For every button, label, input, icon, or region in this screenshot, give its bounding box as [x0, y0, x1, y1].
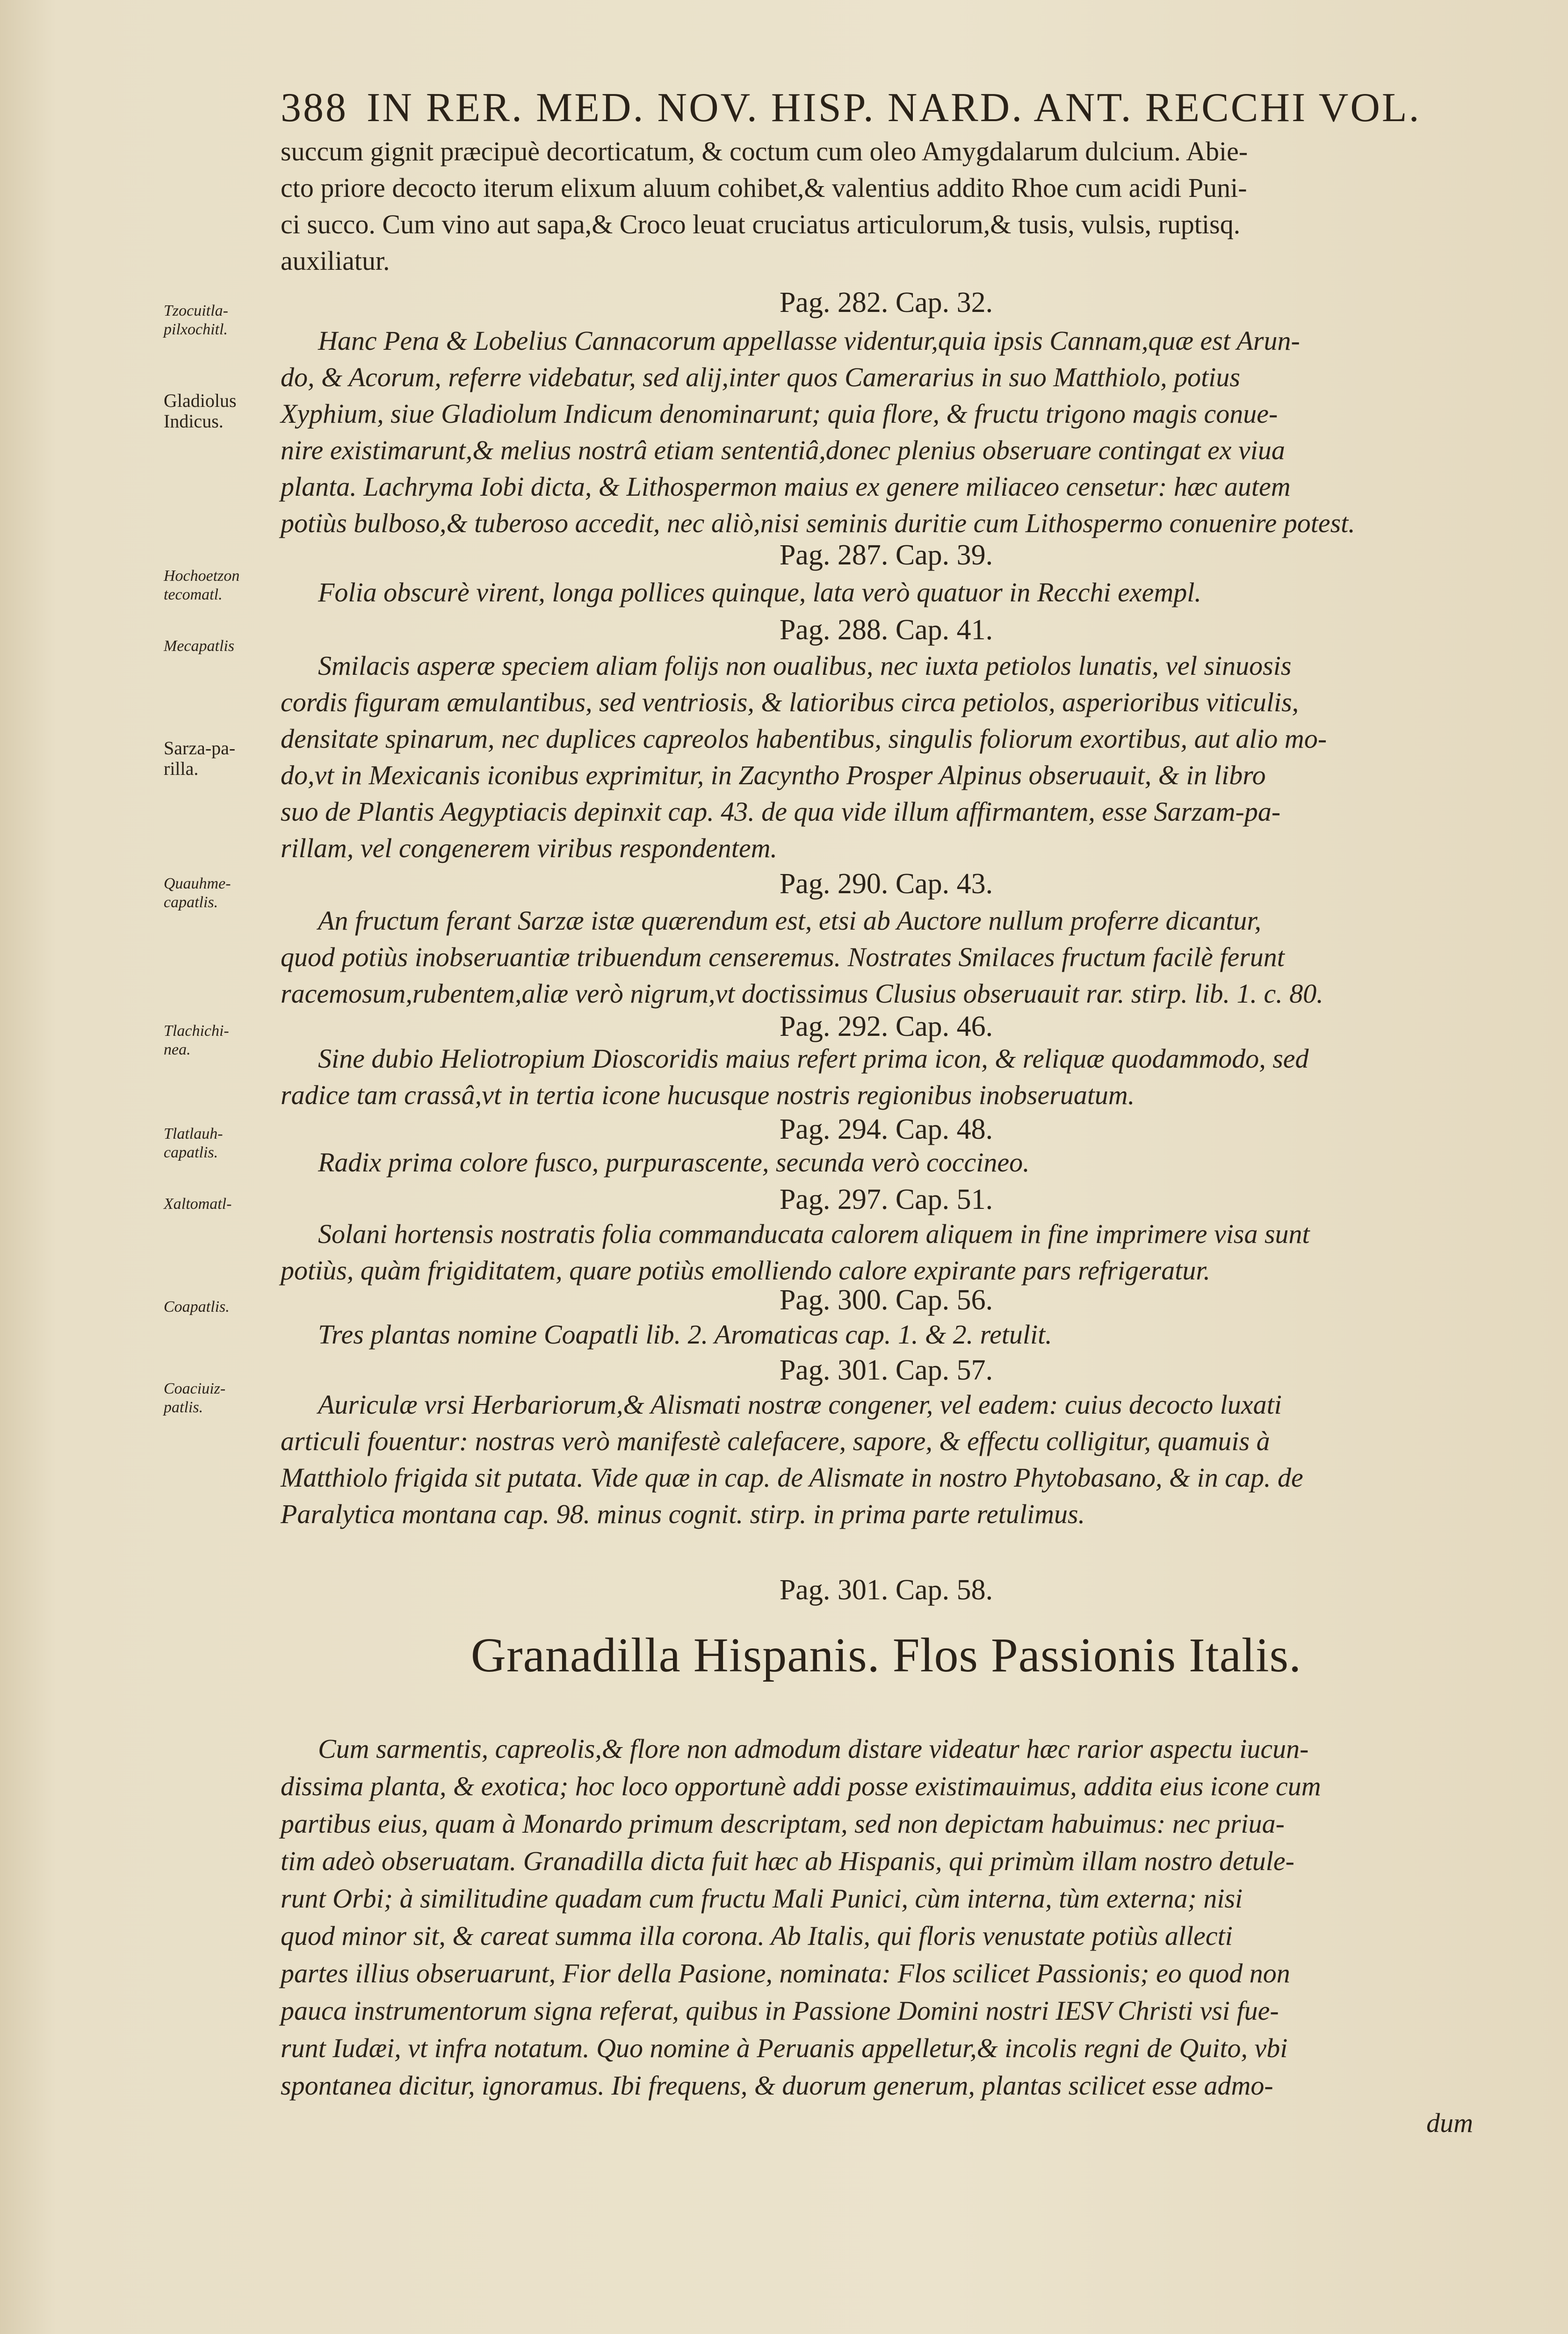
- section-heading: Pag. 287. Cap. 39.: [779, 539, 993, 571]
- margin-note: Tlatlauh- capatlis.: [164, 1125, 223, 1161]
- text-line: do,vt in Mexicanis iconibus exprimitur, in Zacyntho Prosper Alpinus obseruauit, & in libro: [281, 760, 1266, 790]
- section-text: [281, 1387, 1492, 1532]
- text-line: Sine dubio Heliotropium Dioscoridis maius refert prima icon, & reliquæ quodammodo, sed: [318, 1043, 1309, 1074]
- section-heading: Pag. 292. Cap. 46.: [779, 1011, 993, 1042]
- text-line: tim adeò obseruatam. Granadilla dicta fuit hæc ab Hispanis, qui primùm illam nostro detule-: [281, 1846, 1294, 1876]
- section-text: [281, 648, 1492, 867]
- text-line: do, & Acorum, referre videbatur, sed alij,inter quos Camerarius in suo Matthiolo, potius: [281, 362, 1240, 392]
- section-text: [281, 1216, 1492, 1289]
- text-line: planta. Lachryma Iobi dicta, & Lithospermon maius ex genere miliaceo censetur: hæc autem: [281, 471, 1291, 502]
- text-line: Solani hortensis nostratis folia commanducata calorem aliquem in fine imprimere visa sunt: [318, 1219, 1310, 1249]
- text-line: nire existimarunt,& melius nostrâ etiam sententiâ,donec plenius obseruare contingat ex viua: [281, 435, 1285, 465]
- section-text: [281, 574, 1492, 611]
- section-heading: Pag. 282. Cap. 32.: [779, 287, 993, 318]
- text-line: Hanc Pena & Lobelius Cannacorum appellasse videntur,quia ipsis Cannam,quæ est Arun-: [318, 325, 1300, 356]
- text-line: cordis figuram æmulantibus, sed ventriosis, & latioribus circa petiolos, asperioribus viticulis,: [281, 687, 1299, 717]
- text-line: Folia obscurè virent, longa pollices quinque, lata verò quatuor in Recchi exempl.: [318, 577, 1201, 607]
- section-text: [281, 903, 1492, 1012]
- text-line: Cum sarmentis, capreolis,& flore non admodum distare videatur hæc rarior aspectu iucun-: [318, 1734, 1309, 1764]
- section-text: [281, 323, 1492, 542]
- text-line: Paralytica montana cap. 98. minus cognit. stirp. in prima parte retulimus.: [281, 1499, 1085, 1529]
- chapter-title: Granadilla Hispanis. Flos Passionis Italis.: [470, 1628, 1302, 1682]
- text-line: Smilacis asperæ speciem aliam folijs non oualibus, nec iuxta petiolos lunatis, vel sinuosis: [318, 650, 1292, 681]
- text-line: densitate spinarum, nec duplices capreolos habentibus, singulis foliorum exortibus, aut alio mo-: [281, 723, 1327, 754]
- text-line: runt Iudæi, vt infra notatum. Quo nomine à Peruanis appelletur,& incolis regni de Quito, vbi: [281, 2033, 1288, 2063]
- margin-note: Mecapatlis: [164, 637, 235, 655]
- text-line: potiùs bulboso,& tuberoso accedit, nec aliò,nisi seminis duritie cum Lithospermo conuenire potest.: [281, 508, 1355, 538]
- text-line: ci succo. Cum vino aut sapa,& Croco leuat cruciatus articulorum,& tusis, vulsis, ruptisq.: [281, 209, 1241, 239]
- running-header: [281, 84, 1421, 131]
- text-line: racemosum,rubentem,aliæ verò nigrum,vt doctissimus Clusius obseruauit rar. stirp. lib. 1. c. 80.: [281, 978, 1323, 1009]
- text-line: partibus eius, quam à Monardo primum descriptam, sed non depictam habuimus: nec priua-: [281, 1808, 1285, 1839]
- text-line: runt Orbi; à similitudine quadam cum fructu Mali Punici, cùm interna, tùm externa; nisi: [281, 1883, 1243, 1914]
- section-heading: Pag. 300. Cap. 56.: [779, 1284, 993, 1316]
- text-line: succum gignit præcipuè decorticatum, & coctum cum oleo Amygdalarum dulcium. Abie-: [281, 136, 1248, 166]
- text-line: pauca instrumentorum signa referat, quibus in Passione Domini nostri IESV Christi vsi fue-: [281, 1995, 1279, 2026]
- intro-paragraph: [281, 133, 1492, 279]
- margin-note: Coapatlis.: [164, 1298, 230, 1315]
- margin-note: Coaciuiz- patlis.: [164, 1380, 226, 1416]
- margin-note: Hochoetzon tecomatl.: [164, 567, 240, 603]
- section-heading: Pag. 297. Cap. 51.: [779, 1184, 993, 1215]
- page-number: 388: [281, 85, 348, 130]
- margin-note: Quauhme- capatlis.: [164, 875, 231, 911]
- margin-note: Gladiolus Indicus.: [164, 390, 237, 432]
- text-line: auxiliatur.: [281, 246, 390, 276]
- running-title: IN RER. MED. NOV. HISP. NARD. ANT. RECCHI VOL.: [367, 85, 1421, 130]
- text-line: Matthiolo frigida sit putata. Vide quæ in cap. de Alismate in nostro Phytobasano, & in cap. de: [281, 1462, 1303, 1493]
- section-heading: Pag. 294. Cap. 48.: [779, 1113, 993, 1145]
- text-line: radice tam crassâ,vt in tertia icone hucusque nostris regionibus inobseruatum.: [281, 1080, 1135, 1110]
- text-line: quod potiùs inobseruantiæ tribuendum censeremus. Nostrates Smilaces fructum facilè ferunt: [281, 942, 1285, 972]
- margin-note: Tlachichi- nea.: [164, 1022, 229, 1058]
- text-line: Radix prima colore fusco, purpurascente, secunda verò coccineo.: [318, 1147, 1030, 1178]
- text-line: An fructum ferant Sarzæ istæ quærendum est, etsi ab Auctore nullum proferre dicantur,: [318, 905, 1262, 936]
- section-heading: Pag. 301. Cap. 57.: [779, 1354, 993, 1386]
- text-line: spontanea dicitur, ignoramus. Ibi frequens, & duorum generum, plantas scilicet esse admo-: [281, 2070, 1273, 2101]
- text-line: Tres plantas nomine Coapatli lib. 2. Aromaticas cap. 1. & 2. retulit.: [318, 1319, 1052, 1350]
- section-heading: Pag. 288. Cap. 41.: [779, 614, 993, 646]
- text-line: Auriculæ vrsi Herbariorum,& Alismati nostræ congener, vel eadem: cuius decocto luxati: [318, 1389, 1282, 1420]
- margin-note: Sarza-pa- rilla.: [164, 737, 236, 779]
- text-line: articuli fouentur: nostras verò manifestè calefacere, sapore, & effectu colligitur, quamuis à: [281, 1426, 1270, 1456]
- text-line: potiùs, quàm frigiditatem, quare potiùs emolliendo calore expirante pars refrigeratur.: [281, 1255, 1210, 1286]
- section-text: [281, 1316, 1492, 1353]
- text-line: rillam, vel congenerem viribus respondentem.: [281, 833, 778, 863]
- margin-note: Tzocuitla- pilxochitl.: [164, 302, 228, 338]
- section-heading: Pag. 290. Cap. 43.: [779, 868, 993, 900]
- section-heading: Pag. 301. Cap. 58.: [779, 1574, 993, 1606]
- section-text: [281, 1144, 1492, 1181]
- text-line: partes illius obseruarunt, Fior della Pasione, nominata: Flos scilicet Passionis; eo quod non: [281, 1958, 1290, 1988]
- text-line: quod minor sit, & careat summa illa corona. Ab Italis, qui floris venustate potiùs allecti: [281, 1921, 1233, 1951]
- text-line: Xyphium, siue Gladiolum Indicum denominarunt; quia flore, & fructu trigono magis conue-: [281, 398, 1278, 429]
- final-paragraph: [281, 1730, 1492, 2142]
- text-line: cto priore decocto iterum elixum aluum cohibet,& valentius addito Rhoe cum acidi Puni-: [281, 173, 1247, 203]
- section-text: [281, 1041, 1492, 1113]
- catchword: dum: [1426, 2108, 1473, 2138]
- margin-note: Xaltomatl-: [164, 1195, 232, 1213]
- text-line: suo de Plantis Aegyptiacis depinxit cap. 43. de qua vide illum affirmantem, esse Sarzam-pa-: [281, 796, 1281, 827]
- text-line: dissima planta, & exotica; hoc loco opportunè addi posse existimauimus, addita eius icone cum: [281, 1771, 1321, 1801]
